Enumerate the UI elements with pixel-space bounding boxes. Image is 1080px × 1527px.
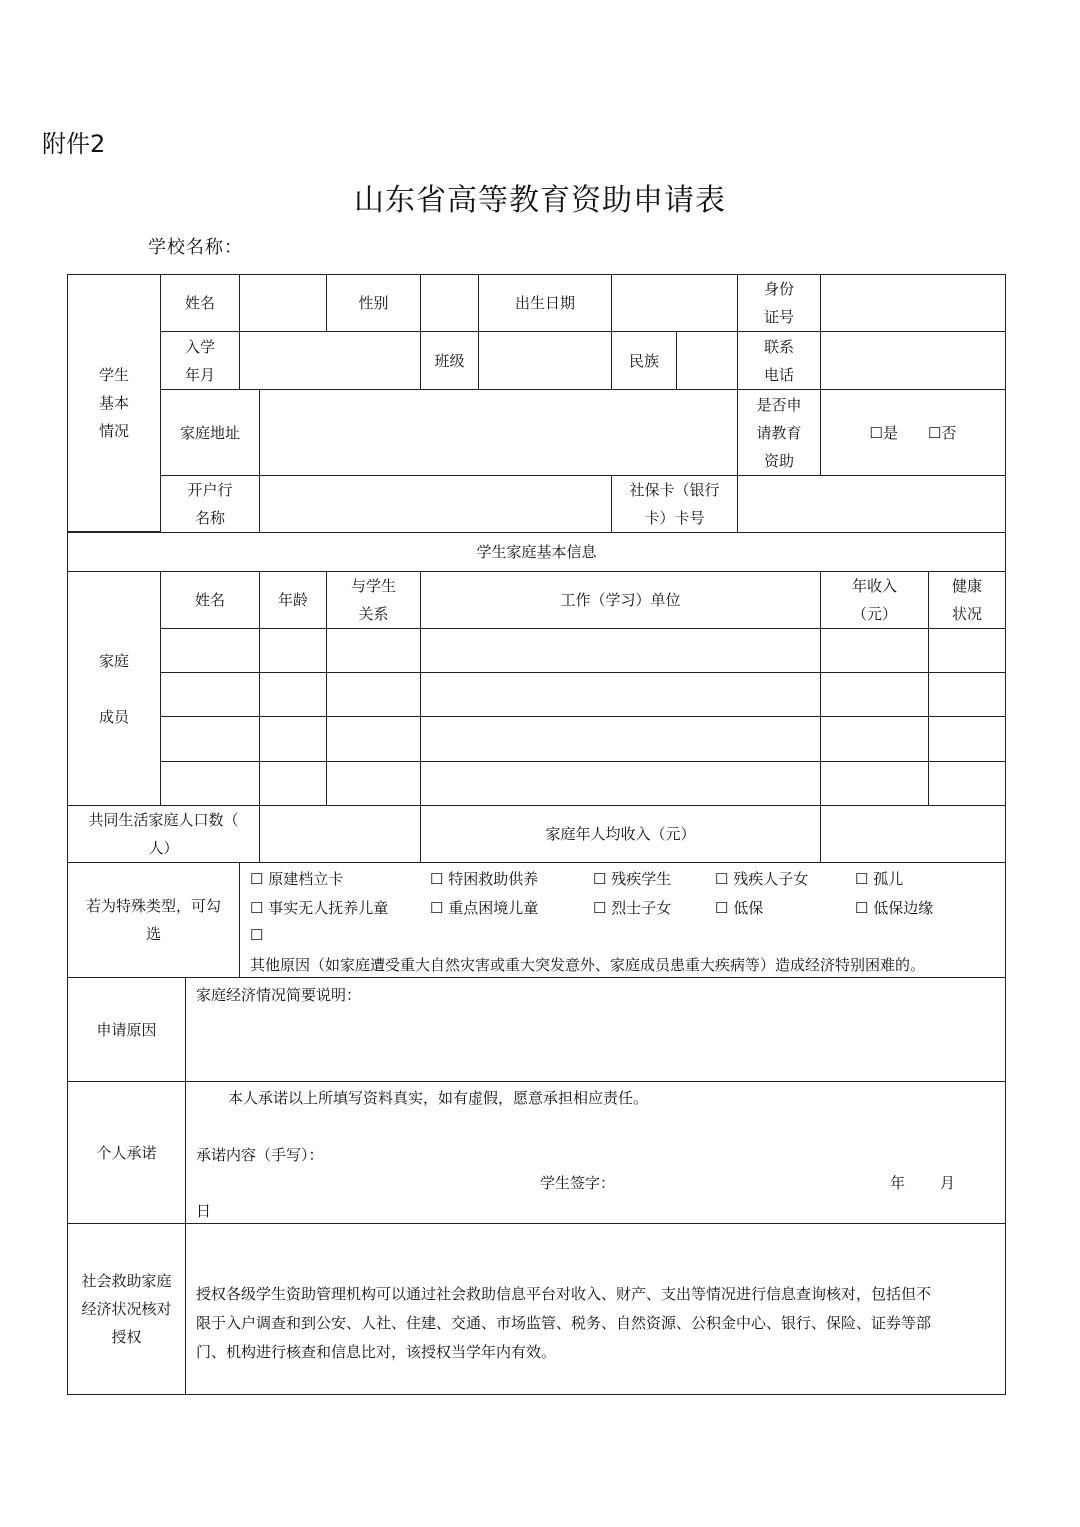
option-orphan-checkbox[interactable]: ☐ 孤儿 bbox=[855, 870, 904, 888]
member-relation-cell[interactable] bbox=[326, 628, 421, 673]
bank-name-label: 开户行 名称 bbox=[160, 475, 260, 533]
year-label: 年 bbox=[890, 1174, 906, 1192]
authorization-text: 授权各级学生资助管理机构可以通过社会救助信息平台对收入、财产、支出等情况进行信息查询核对，包括但不 限于入户调查和到公安、人社、住建、交通、市场监管、税务、自然资源、公积金中心、银行、保险、证券等部 门、机构进行核查和信息比对，该授权当学年内有效。 bbox=[196, 1285, 932, 1361]
name-field[interactable] bbox=[239, 274, 327, 332]
member-income-cell[interactable] bbox=[820, 716, 929, 762]
member-age-cell[interactable] bbox=[259, 628, 327, 673]
avg-income-label: 家庭年人均收入（元） bbox=[420, 805, 821, 863]
option-archived-poor-checkbox[interactable]: ☐ 原建档立卡 bbox=[250, 870, 344, 888]
month-label: 月 bbox=[940, 1174, 956, 1192]
member-name-cell[interactable] bbox=[160, 672, 260, 717]
family-section-title: 学生家庭基本信息 bbox=[67, 532, 1006, 572]
birth-date-label: 出生日期 bbox=[478, 274, 612, 332]
member-relation-cell[interactable] bbox=[326, 672, 421, 717]
member-relation-cell[interactable] bbox=[326, 716, 421, 762]
apply-aid-options bbox=[820, 389, 1006, 476]
apply-aid-label: 是否申 请教育 资助 bbox=[737, 389, 821, 476]
name-label: 姓名 bbox=[160, 274, 240, 332]
member-name-header: 姓名 bbox=[160, 571, 260, 629]
pledge-label: 个人承诺 bbox=[67, 1081, 186, 1224]
day-label: 日 bbox=[196, 1202, 212, 1220]
class-label: 班级 bbox=[420, 331, 479, 390]
member-income-cell[interactable] bbox=[820, 628, 929, 673]
member-work-cell[interactable] bbox=[420, 628, 821, 673]
option-extreme-poverty-checkbox[interactable]: ☐ 特困救助供养 bbox=[430, 870, 539, 888]
card-number-field[interactable] bbox=[737, 475, 1006, 533]
gender-label: 性别 bbox=[326, 274, 421, 332]
member-age-cell[interactable] bbox=[259, 672, 327, 717]
application-reason-label: 申请原因 bbox=[67, 977, 186, 1082]
pledge-content-label: 承诺内容（手写）： bbox=[196, 1146, 324, 1164]
apply-yes-checkbox[interactable]: ☐是 bbox=[869, 423, 898, 442]
member-age-header: 年龄 bbox=[259, 571, 327, 629]
member-health-cell[interactable] bbox=[928, 716, 1006, 762]
household-population-field[interactable] bbox=[259, 805, 421, 863]
card-number-label: 社保卡（银行 卡）卡号 bbox=[611, 475, 738, 533]
option-other-checkbox[interactable]: ☐ bbox=[250, 926, 264, 944]
school-name-label: 学校名称： bbox=[148, 237, 243, 258]
class-field[interactable] bbox=[478, 331, 612, 390]
enrollment-date-field[interactable] bbox=[239, 331, 421, 390]
address-label: 家庭地址 bbox=[160, 389, 260, 476]
member-name-cell[interactable] bbox=[160, 716, 260, 762]
reason-prompt: 家庭经济情况简要说明： bbox=[196, 986, 362, 1004]
option-disabled-parent-checkbox[interactable]: ☐ 残疾人子女 bbox=[715, 870, 809, 888]
member-work-cell[interactable] bbox=[420, 672, 821, 717]
option-low-income-checkbox[interactable]: ☐ 低保 bbox=[715, 899, 764, 917]
household-population-label: 共同生活家庭人口数（ 人） bbox=[67, 805, 260, 863]
family-members-label: 家庭 成员 bbox=[67, 571, 161, 806]
member-health-cell[interactable] bbox=[928, 761, 1006, 806]
basic-info-section-label: 学生 基本 情况 bbox=[67, 274, 161, 532]
attachment-label: 附件2 bbox=[42, 130, 106, 158]
member-health-cell[interactable] bbox=[928, 628, 1006, 673]
member-income-cell[interactable] bbox=[820, 672, 929, 717]
option-distressed-child-checkbox[interactable]: ☐ 重点困境儿童 bbox=[430, 899, 539, 917]
member-health-cell[interactable] bbox=[928, 672, 1006, 717]
pledge-statement: 本人承诺以上所填写资料真实，如有虚假，愿意承担相应责任。 bbox=[228, 1089, 649, 1107]
member-name-cell[interactable] bbox=[160, 628, 260, 673]
enrollment-date-label: 入学 年月 bbox=[160, 331, 240, 390]
option-martyr-child-checkbox[interactable]: ☐ 烈士子女 bbox=[593, 899, 672, 917]
bank-name-field[interactable] bbox=[259, 475, 612, 533]
member-work-header: 工作（学习）单位 bbox=[420, 571, 821, 629]
member-income-cell[interactable] bbox=[820, 761, 929, 806]
authorization-label: 社会救助家庭 经济状况核对 授权 bbox=[67, 1223, 186, 1395]
ethnicity-field[interactable] bbox=[676, 331, 738, 390]
phone-label: 联系 电话 bbox=[737, 331, 821, 390]
apply-no-checkbox[interactable]: ☐否 bbox=[928, 423, 957, 442]
special-type-label: 若为特殊类型，可勾 选 bbox=[67, 862, 240, 978]
signature-label: 学生签字： bbox=[540, 1174, 616, 1192]
member-relation-header: 与学生 关系 bbox=[326, 571, 421, 629]
member-age-cell[interactable] bbox=[259, 761, 327, 806]
member-relation-cell[interactable] bbox=[326, 761, 421, 806]
ethnicity-label: 民族 bbox=[611, 331, 677, 390]
member-name-cell[interactable] bbox=[160, 761, 260, 806]
form-title: 山东省高等教育资助申请表 bbox=[354, 183, 726, 218]
birth-date-field[interactable] bbox=[611, 274, 738, 332]
address-field[interactable] bbox=[259, 389, 738, 476]
member-income-header: 年收入 （元） bbox=[820, 571, 929, 629]
option-unsupported-child-checkbox[interactable]: ☐ 事实无人抚养儿童 bbox=[250, 899, 389, 917]
option-other-description: 其他原因（如家庭遭受重大自然灾害或重大突发意外、家庭成员患重大疾病等）造成经济特别困难的。 bbox=[250, 956, 926, 974]
id-number-label: 身份 证号 bbox=[737, 274, 821, 332]
member-age-cell[interactable] bbox=[259, 716, 327, 762]
member-work-cell[interactable] bbox=[420, 761, 821, 806]
gender-field[interactable] bbox=[420, 274, 479, 332]
option-near-low-income-checkbox[interactable]: ☐ 低保边缘 bbox=[855, 899, 934, 917]
member-health-header: 健康 状况 bbox=[928, 571, 1006, 629]
id-number-field[interactable] bbox=[820, 274, 1006, 332]
avg-income-field[interactable] bbox=[820, 805, 1006, 863]
phone-field[interactable] bbox=[820, 331, 1006, 390]
option-disabled-student-checkbox[interactable]: ☐ 残疾学生 bbox=[593, 870, 672, 888]
member-work-cell[interactable] bbox=[420, 716, 821, 762]
